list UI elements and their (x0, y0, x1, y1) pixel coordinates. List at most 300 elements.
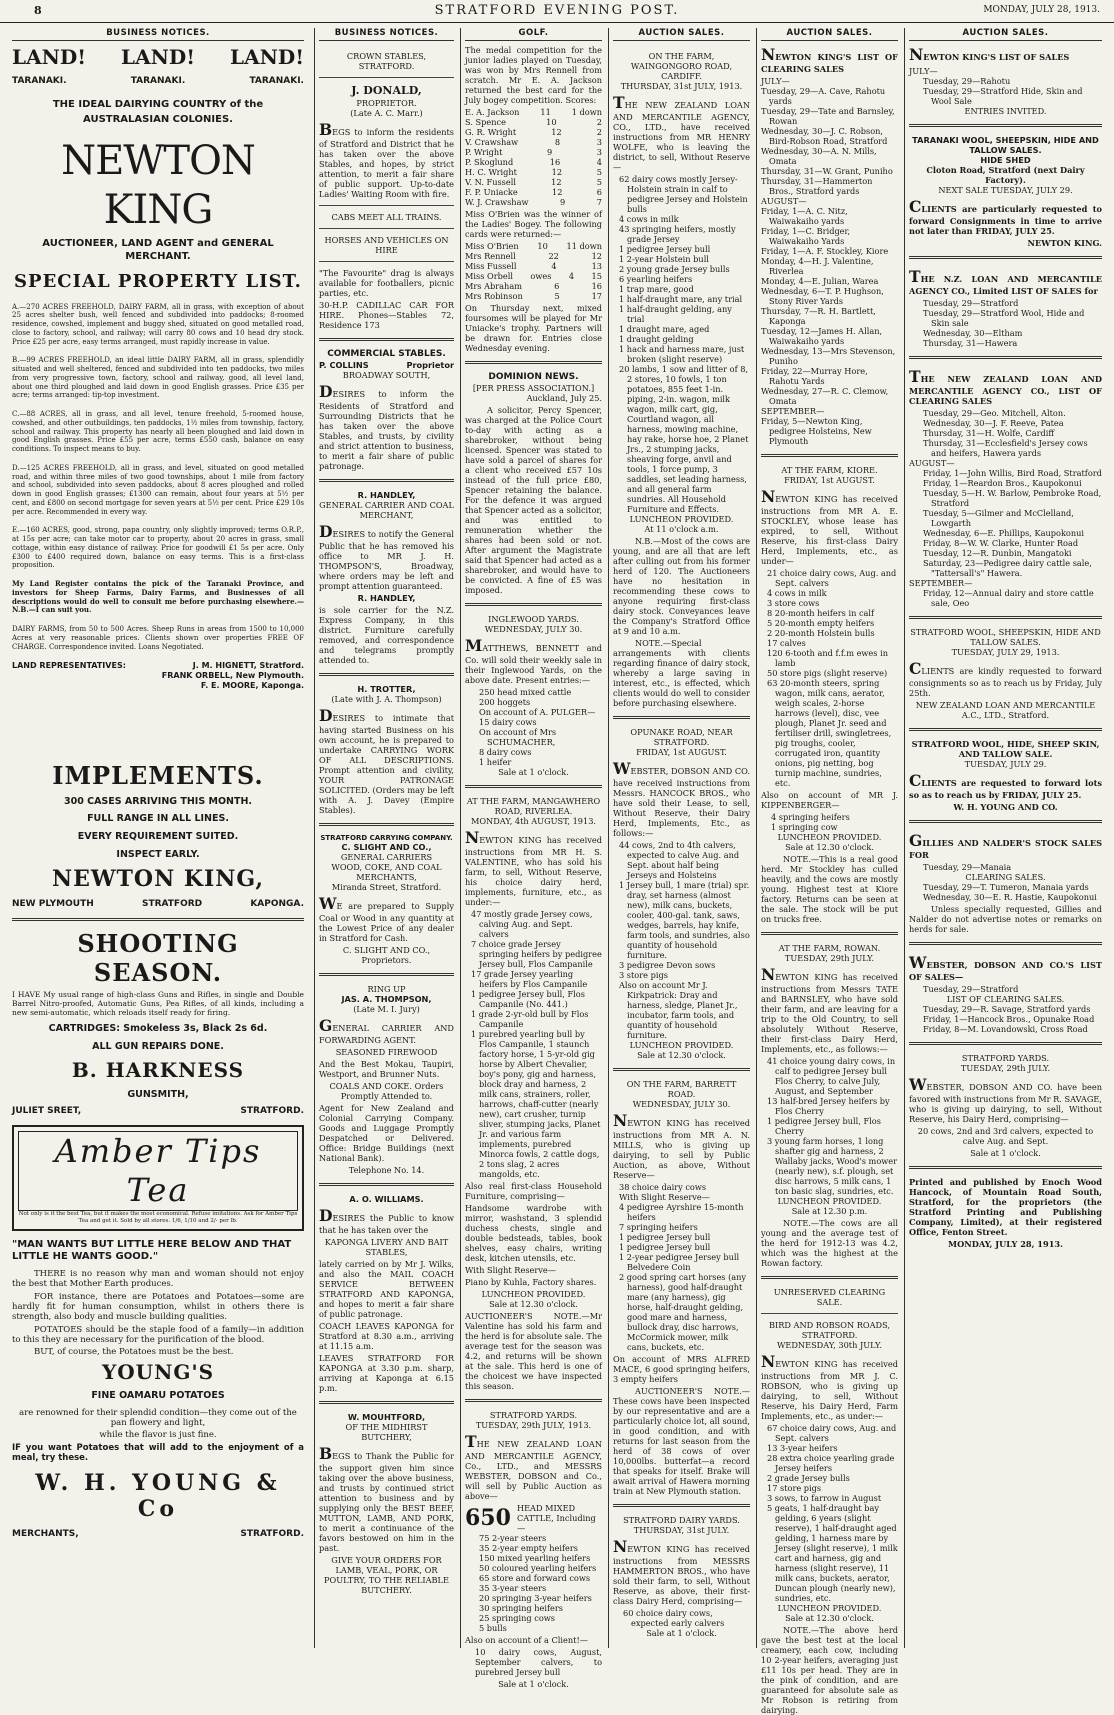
land-word: LAND! (12, 45, 86, 70)
gillies-note: Unless specially requested, Gillies and Nalder do not advertise notes or remarks on herds for sale. (909, 904, 1102, 935)
potato-para: THERE is no reason why man and woman should not enjoy the best that Mother Earth produces. (12, 1268, 304, 1290)
golf-end: On Thursday next, mixed foursomes will be played for Mr Uniacke's trophy. Partners will be drawn for. Entries close Wednesday evening. (465, 303, 602, 354)
dateline: Auckland, July 25. (526, 393, 602, 404)
clients-text: CLIENTS are particularly requested to forward Consignments in time to arrive not later than FRIDAY, JULY 25. (909, 197, 1102, 237)
list-item: Friday, 1—Hancock Bros., Opunake Road (923, 1014, 1095, 1025)
shooting-heading: SHOOTING SEASON. (77, 929, 239, 988)
list-item: 1 half-draught gelding, any trial (619, 304, 732, 325)
score-cell: 12 (552, 187, 563, 198)
unreserved-heading: UNRESERVED CLEARING SALE. (773, 1287, 886, 1308)
score-row (465, 241, 602, 251)
score-cell: W. J. Crawshaw (465, 197, 529, 208)
score-cell: Mrs Abraham (465, 281, 522, 292)
luncheon: LUNCHEON PROVIDED. (777, 1603, 882, 1614)
list-item: 250 head mixed cattle (479, 687, 572, 698)
clients-text: CLIENTS are kindly requested to forward consignments so as to reach us by Friday, July 25th. (909, 659, 1102, 699)
column-heading: BUSINESS NOTICES. (319, 28, 454, 41)
reps-label: LAND REPRESENTATIVES: (12, 661, 126, 671)
score-row (465, 187, 602, 197)
list-item: Thursday, 7—R. H. Bartlett, Kaponga (761, 306, 876, 327)
list-item: Thursday, 31—W. Grant, Puniho (761, 166, 893, 177)
town: KAPONGA. (250, 899, 304, 910)
cattle-desc: HEAD MIXED CATTLE, Including— (516, 1503, 596, 1534)
score-cell: 4 (568, 271, 575, 282)
gillies-title: GILLIES AND NALDER'S STOCK SALES FOR (909, 831, 1102, 861)
hammerton-text: NEWTON KING has received instructions from MESSRS HAMMERTON BROS., who have sold their farm, to sell, Without Reserve, as above, their first-class Dairy Herd, comprising— (613, 1537, 750, 1607)
clearing-aug-list (909, 468, 1102, 578)
flavor-text: while the flavor is just fine. (99, 1430, 217, 1441)
property-item: E.—160 ACRES, good, strong, papa country, only slightly improved; terms O.R.P., at 15s per acre; can take motor car to property, about 20 acres in grass, small cottage, within easy distance of railway. Price for goodwill £1 5s per acre. Only £300 to £400 required down, balance on easy terms. This is a first-class proposition. (12, 526, 304, 570)
august-sales-list (761, 206, 898, 406)
robson-list (761, 1423, 898, 1603)
page-number: 8 (34, 4, 42, 17)
score-cell: 12 (551, 177, 562, 188)
collins-line (319, 360, 454, 370)
list-item: Friday, 1—Reardon Bros., Kaupokonui (923, 478, 1082, 489)
land-word: LAND! (121, 45, 195, 70)
handley-text: DESIRES to notify the General Public that he has removed his office to MR J. H. THOMPSON'S, Broadway, where orders may be left and prompt attention guaranteed. (319, 521, 454, 591)
sale-time: Sale at 1 o'clock. (498, 767, 569, 778)
list-item: 13 half-bred Jersey heifers by Flos Cherry (767, 1096, 890, 1117)
list-item: Tuesday, 29—A. Cave, Rahotu yards (761, 86, 886, 107)
coals-coke: COALS AND COKE. Orders Promptly Attended to. (329, 1081, 444, 1102)
client-heading: Also on account of a Client!— (465, 1635, 588, 1646)
luncheon: LUNCHEON PROVIDED. (629, 1040, 734, 1051)
score-row (465, 127, 602, 137)
land-representatives (12, 661, 304, 690)
list-item: 7 springing heifers (619, 1222, 698, 1233)
merchants-word: MERCHANTS, (12, 1529, 79, 1540)
list-item: Thursday, 31—Ecclesfield's Jersey cows and heifers, Hawera yards (923, 438, 1088, 459)
jas-text2: And the Best Mokau, Taupiri, Westport, and Brunner Nuts. (319, 1059, 454, 1080)
next-sale: NEXT SALE TUESDAY, JULY 29. (938, 185, 1073, 196)
list-item: 1 draught mare, aged (619, 324, 710, 335)
ring-up: RING UP (367, 984, 406, 995)
score-cell: 10 (537, 241, 548, 252)
gunsmith: GUNSMITH, (127, 1088, 189, 1100)
list-item: Friday, 1—A. C. Nitz, Waiwakaiho yards (761, 206, 848, 227)
late-marr: (Late A. C. Marr.) (350, 107, 423, 118)
potato-para: BUT, of course, the Potatoes must be the best. (34, 1347, 234, 1358)
score-cell: 10 (546, 117, 557, 128)
list-item: Tuesday, 29—Rahotu (923, 76, 1011, 87)
list-item: Thursday, 31—H. Wolfe, Cardiff (923, 428, 1055, 439)
list-item: 1 2-year pedigree Jersey bull Belvedere Coin (619, 1252, 740, 1273)
list-item: Monday, 4—E. Julian, Warea (761, 276, 879, 287)
list-item: 67 choice dairy cows, Aug. and Sept. calvers (767, 1423, 897, 1444)
list-item: 1 pedigree Jersey bull (619, 1242, 711, 1253)
list-item: Tuesday, 5—H. W. Barlow, Pembroke Road, Stratford (923, 488, 1102, 509)
trotter-name: H. TROTTER, (357, 683, 416, 694)
list-item: 20 springing 3-year heifers (479, 1593, 592, 1604)
list-item: Tuesday, 29—Manaia (923, 862, 1012, 873)
savage-text: WEBSTER, DOBSON AND CO. have been favored with instructions from Mr R. SAVAGE, who is giving up dairying, to sell, Without Reserve, his Dairy Herd, comprising— (909, 1075, 1102, 1125)
collins-text: DESIRES to inform the Residents of Stratford and Surrounding Districts that he has taken over the above Stables, and trusts, by civility and strict attention to business, to merit a fair share of public patronage. (319, 381, 454, 471)
list-item: 1 trap mare, good (619, 284, 694, 295)
general-carrier: GENERAL CARRIER AND COAL MERCHANT, (319, 499, 454, 520)
sale-date: WEDNESDAY, 30th JULY. (776, 1340, 883, 1351)
taranaki-wool: TARANAKI WOOL, SHEEPSKIN, HIDE AND TALLOW SALES. (912, 135, 1099, 156)
score-cell: Miss O'Brien (465, 241, 519, 252)
list-item: 15 dairy cows (479, 717, 537, 728)
sale-date: TUESDAY, JULY 29, 1913. (951, 647, 1060, 658)
column-heading: AUCTION SALES. (909, 28, 1102, 41)
street: JULIET SREET, (12, 1106, 82, 1117)
list-item: 1 half-draught mare, any trial (619, 294, 743, 305)
town: NEW PLYMOUTH (12, 899, 94, 910)
webster-aug-list (909, 1014, 1102, 1034)
score-cell: 8 (554, 137, 561, 148)
stratford-wool: STRATFORD WOOL, HIDE, SHEEP SKIN, AND TALLOW SALE. (911, 739, 1100, 760)
wolfe-list (613, 174, 750, 514)
luncheon: LUNCHEON PROVIDED. (777, 832, 882, 843)
list-item: 1 pedigree Jersey bull (619, 244, 711, 255)
score-cell: Miss Orbell (465, 271, 513, 282)
slight-name: C. SLIGHT AND CO., (341, 842, 432, 853)
score-cell: 9 (547, 147, 553, 158)
webster-july-list (909, 984, 1102, 994)
note-text: NOTE.—Special arrangements with clients regarding finance of dairy stock, whereby a large saving in interest, etc., is effected, which clients would do well to consider before purchasing elsewhere. (613, 638, 750, 709)
score-cell: 2 (596, 117, 602, 128)
williams-name: A. O. WILLIAMS. (349, 1194, 424, 1205)
score-cell: 12 (551, 167, 563, 178)
sale-time: Sale at 12.30 o'clock. (785, 842, 874, 853)
score-cell: V. N. Fussell (465, 177, 516, 188)
list-item: 44 cows, 2nd to 4th calvers, expected to calve Aug. and Sept. about half being Jerseys and Holsteins (619, 840, 740, 881)
month-label: AUGUST— (761, 196, 807, 207)
list-item: 1 hack and harness mare, just broken (slight reserve) (619, 344, 745, 365)
youngs-heading: YOUNG'S (101, 1359, 215, 1384)
hancock-text: WEBSTER, DOBSON AND CO. have received instructions from Messrs. HANCOCK BROS., who have sold their Lease, to sell, Without Reserve, their Dairy Herd, Implements, Etc., as follows:— (613, 759, 750, 839)
list-item: 60 choice dairy cows, expected early calvers (623, 1608, 725, 1629)
score-cell: 4 (596, 157, 602, 168)
farm-location: OPUNAKE ROAD, NEAR STRATFORD. (630, 727, 733, 748)
firm-description: AUCTIONEER, LAND AGENT and GENERAL MERCHANT. (42, 238, 274, 262)
trotter-late: (Late with J. A. Thompson) (331, 693, 442, 704)
score-cell: H. C. Wright (465, 167, 517, 178)
column-heading: GOLF. (465, 28, 602, 41)
golf-intro: The medal competition for the junior ladies played on Tuesday, was won by Mrs Rennell from scratch. Mr E. A. Jackson returned the best card for the July bogey competition. Scores: (465, 45, 602, 106)
dairy-country-heading: THE IDEAL DAIRYING COUNTRY of the AUSTRALASIAN COLONIES. (52, 98, 264, 125)
taranaki-line (12, 76, 304, 87)
town: STRATFORD (141, 899, 203, 910)
client-text: 10 dairy cows, August, September calvers, to purebred Jersey bull (475, 1647, 602, 1678)
list-item: Friday, 22—Murray Hore, Rahotu Yards (761, 366, 868, 387)
stockley-list (761, 568, 898, 788)
cabs: CABS MEET ALL TRAINS. (331, 211, 442, 222)
collins-title: Proprietor (406, 359, 454, 370)
score-row (465, 137, 602, 147)
sale-date: TUESDAY, JULY 29. (964, 759, 1047, 770)
score-row (465, 157, 602, 167)
list-item: Friday, 8—M. Lovandowski, Cross Road (923, 1024, 1088, 1035)
list-item: 20 lambs, 1 sow and litter of 8, 2 stores, 10 fowls, 1 ton potatoes, 855 feet 1-in. piping, 2-in. wagon, milk wagon, milk cart, gig, Courtland wagon, all harness, mowing machine, hay rake, horse hoe, 2 Planet Jrs., 2 stumping jacks, sheaving forge, anvil and tools, 1 force pump, 3 saddles, set leading harness, and all general farm sundries. All Household Furniture and Effects. (619, 364, 749, 515)
impl-firm: NEWTON KING, (51, 866, 265, 893)
list-item: 150 mixed yearling heifers (479, 1553, 591, 1564)
w-h-young-banner: W. H. YOUNG & Co (35, 1469, 281, 1523)
luncheon: LUNCHEON PROVIDED. (629, 514, 734, 525)
sale-date: MONDAY, 4th AUGUST, 1913. (470, 816, 597, 827)
list-item: 5 geats, 1 half-draught bay gelding, 6 years (slight reserve), 1 half-draught aged gelding, 1 harness mare by Jersey (slight reserve), 1 milk cart and harness, gig and harness (slight reserve), 11 milk cans, buckets, aerator, Duncan plough (nearly new), sundries, etc. (767, 1503, 898, 1604)
score-cell: 7 (596, 197, 602, 208)
score-row (465, 177, 602, 187)
score-row (465, 167, 602, 177)
list-item: Tuesday, 29—Tate and Barnsley, Rowan (761, 106, 895, 127)
score-cell: 4 (551, 261, 557, 272)
auctioneer-note: AUCTIONEER'S NOTE.—Mr Valentine has sold his farm and the herd is for absolute sale. The average test for the season was 4.2, and returns will be shown at the sale. This herd is one of the choicest we have inspected this season. (465, 1311, 603, 1392)
wood-coke: WOOD, COKE, AND COAL MERCHANTS, (331, 862, 442, 883)
list-item: Friday, 1—C. Bridger, Waiwakaiho Yards (761, 226, 851, 247)
stratford-yards: STRATFORD YARDS. (489, 1410, 578, 1421)
list-item: 7 choice grade Jersey springing heifers by pedigree Jersey bull, Flos Campanile (471, 939, 602, 970)
list-item: 1 2-year Holstein bull (619, 254, 709, 265)
proprietor: PROPRIETOR. (356, 97, 417, 108)
score-cell: 3 (596, 147, 602, 158)
amber-tips-logo: Amber Tips Tea (18, 1131, 298, 1211)
list-item: Friday, 1—A. F. Stockley, Kiore (761, 246, 889, 257)
donald-text: BEGS to inform the residents of Stratford and District that he has taken over the above Stables, and hopes, by strict attention, to merit a fair share of public support. Up-to-date Ladies' Waiting Room with fire. (319, 119, 454, 199)
list-item: 1 grade 2-yr-old bull by Flos Campanile (471, 1009, 589, 1030)
july-sales-list (761, 86, 898, 196)
seasoned-firewood: SEASONED FIREWOOD (335, 1047, 438, 1058)
list-item: Friday, 8—W. W. Clarke, Hunter Road (923, 538, 1079, 549)
cadillac-text: 30-H.P. CADILLAC CAR FOR HIRE. Phones—Stables 72, Residence 173 (319, 299, 454, 330)
note-text: NOTE.—The cows are all young and the average test of the herd for 1912-13 was 4.2, which was the highest at the Rowan factory. (761, 1218, 898, 1269)
auctioneer-note: AUCTIONEER'S NOTE.—These cows have been inspected by our representative and are a particularly choice lot, all sound, in good condition, and with returns for last season from the herd of 38 cows of over 10,000lbs. butterfat—a record that speaks for itself. Brake will await arrival of Hawera morning train at New Plymouth station. (613, 1386, 750, 1497)
list-item: 4 pedigree Ayrshire 15-month heifers (619, 1202, 744, 1223)
score-cell: 1 down (571, 107, 602, 118)
score-cell: G. R. Wright (465, 127, 517, 138)
sale-time: Sale at 12.30 p.m. (791, 1206, 868, 1217)
score-row (465, 107, 602, 117)
column-2 (314, 28, 458, 1648)
special-property-heading: SPECIAL PROPERTY LIST. (14, 270, 302, 292)
list-item: 50 coloured yearling heifers (479, 1563, 597, 1574)
score-cell: F. P. Uniacke (465, 187, 518, 198)
list-item: 21 choice dairy cows, Aug. and Sept. calvers (767, 568, 897, 589)
sale-date: FRIDAY, 1st AUGUST. (636, 747, 727, 758)
score-row (465, 147, 602, 157)
month-label: JULY— (761, 76, 790, 87)
golf-scores-table (465, 107, 602, 207)
implements-heading: IMPLEMENTS. (52, 760, 264, 790)
late-jury: (Late M. I. Jury) (353, 1004, 420, 1015)
list-item: 35 3-year steers (479, 1583, 547, 1594)
clearing-sales: CLEARING SALES. (965, 872, 1046, 883)
kaponga-livery: KAPONGA LIVERY AND BAIT STABLES, (324, 1237, 449, 1258)
hancock-list (613, 840, 750, 1040)
potato-para: FOR instance, there are Potatoes and Potatoes—some are hardly fit for human consumption, whilst in others there is strength, also body and muscle building qualities. (12, 1291, 304, 1323)
list-item: 1 pedigree Jersey bull, Flos Cherry (767, 1116, 881, 1137)
property-item: D.—125 ACRES FREEHOLD, all in grass, and level, situated on good metalled road, and within three miles of two good townships, about 1 mile from factory and school, subdivided into seven paddocks, about 8 acres ploughed and rolled down in good English grasses; £1300 can remain, about four years at 5½ per cent, and £800 on second mortgage for seven years at 5½ per cent. Price £29 10s per acre. Recommended in every way. (12, 463, 304, 516)
property-item: A.—270 ACRES FREEHOLD, DAIRY FARM, all in grass, with exception of about 25 acres shelter bush, well fenced and subdivided into paddocks; 8-roomed residence, cowshed, implement and buggy shed, situated on good metalled road, close to factory, school, and railway; will carry 80 cows and 10 head dry stock. Price £25 per acre, easy terms arranged, must rapidly increase in value. (12, 302, 304, 346)
dairy-yards: STRATFORD DAIRY YARDS. (623, 1515, 740, 1526)
score-cell: 5 (596, 167, 602, 178)
list-item: 43 springing heifers, mostly grade Jersey (619, 224, 736, 245)
slight-sign: C. SLIGHT AND CO., Proprietors. (342, 945, 431, 966)
score-cell: Mrs Robinson (465, 291, 523, 302)
yards-text: THE NEW ZEALAND LOAN AND MERCANTILE AGENCY, Co., LTD., and MESSRS WEBSTER, DOBSON and Co., will sell by Public Auction as above— (465, 1432, 602, 1502)
rep-name: J. M. HIGNETT, Stratford. (192, 661, 304, 671)
list-item: 2 grade Jersey bulls (767, 1473, 850, 1484)
impl-line: FULL RANGE IN ALL LINES. (87, 813, 229, 825)
clearing-list-title: NEWTON KING'S LIST OF CLEARING SALES (761, 45, 898, 75)
list-item: 50 store pigs (slight reserve) (767, 668, 888, 679)
rep-name: FRANK ORBELL, New Plymouth. (161, 671, 304, 681)
inglewood-text: MATTHEWS, BENNETT and Co. will sold their weekly sale in their Inglewood Yards, on the above date. Present entries:— (465, 636, 602, 686)
agent-text: Agent for New Zealand and Colonial Carrying Company. Goods and Luggage Promptly Despatched or Delivered. Office: Bridge Buildings (next National Bank). (319, 1103, 454, 1164)
farm-location: AT THE FARM, KIORE. (781, 465, 878, 476)
farm-location: BIRD AND ROBSON ROADS, STRATFORD. (768, 1320, 891, 1341)
household-text: Handsome wardrobe with mirror, washstand, 3 splendid duchess chests, single and double bedsteads, tables, book shelves, easy chairs, writing desk, kitchen utensils, etc. (465, 1203, 602, 1264)
kippenberger: Also on account of MR J. KIPPENBERGER— (761, 790, 898, 811)
newspaper-title: STRATFORD EVENING POST. (434, 3, 680, 18)
column-heading: AUCTION SALES. (761, 28, 898, 41)
imprint: Printed and published by Enoch Wood Hancock, of Mountain Road South, Stratford, for the proprietors (the Stratford Printing and Publishing Company, Limited), at their registered Office, Fenton Street. (909, 1177, 1102, 1238)
coach-text: LEAVES STRATFORD FOR KAPONGA at 3.30 p.m. sharp, arriving at Kaponga at 6.15 p.m. (319, 1353, 454, 1394)
taranaki-word: TARANAKI. (12, 75, 67, 86)
list-item: 1 Jersey bull, 1 mare (trial) spr. dray, set harness (almost new), milk cans, buckets, cooler, 400-gal. tank, saws, wedges, barrels, hay knife, farm tools, and sundries, also quantity of household furniture. (619, 880, 750, 961)
list-item: 6 yearling heifers (619, 274, 693, 285)
alfred-mace: On account of MRS ALFRED MACE, 6 good springing heifers, 3 empty heifers (613, 1354, 750, 1385)
impl-line: INSPECT EARLY. (116, 848, 200, 860)
list-item: 63 20-month steers, spring wagon, milk cans, aerator, weigh scales, 2-horse harrows (level), disc, vee plough, Planet Jr. seed and fertiliser drill, swingletrees, pig troughs, cooler, corrugated iron, quantity onions, pig netting, bog turnip machine, sundries, etc. (767, 678, 892, 789)
telephone: Telephone No. 14. (348, 1165, 425, 1176)
list-item: Tuesday, 29—T. Tumeron, Manaia yards (923, 882, 1089, 893)
list-item: 75 2-year steers (479, 1533, 547, 1544)
list-item: Saturday, 23—Pedigree dairy cattle sale, "Tattersall's" Hawera. (923, 558, 1092, 579)
webster-title: WEBSTER, DOBSON AND CO.'S LIST OF SALES— (909, 953, 1102, 983)
score-cell: 16 (549, 157, 561, 168)
list-item: 28 extra choice yearling grade Jersey heifers (767, 1453, 895, 1474)
stockley-text: NEWTON KING has received instructions from MR A. E. STOCKLEY, whose lease has expired, to sell, Without Reserve, his first-class Dairy Herd, Implements, etc., as under— (761, 487, 898, 567)
list-item: Wednesday, 30—Eltham (923, 328, 1023, 339)
robson-text: NEWTON KING has received instructions from MR J. C. ROBSON, who is giving up dairying, to sell, Without Reserve, his Dairy Herd, Farm Implements, etc., as under:— (761, 1352, 898, 1422)
issue-date: MONDAY, JULY 28, 1913. (983, 5, 1100, 15)
list-item: 13 3-year heifers (767, 1443, 838, 1454)
list-item: 3 young farm horses, 1 long shafter gig and harness, 2 Wallaby jacks, Wood's mower (nearly new), s.f. plough, set disc harrows, 5 milk cans, 1 ton basic slag, sundries, etc. (767, 1136, 898, 1197)
press-association: [PER PRESS ASSOCIATION.] (472, 383, 595, 394)
list-item: 4 cows in milk (619, 214, 679, 225)
list-item: Thursday, 31—Hammerton Bros., Stratford yards (761, 176, 873, 197)
stratford-yards: STRATFORD YARDS. (961, 1053, 1050, 1064)
score-cell: 13 (591, 261, 602, 272)
imprint-date: MONDAY, JULY 28, 1913. (948, 1239, 1063, 1250)
impl-line: 300 CASES ARRIVING THIS MONTH. (63, 795, 253, 807)
sale-time: Sale at 1 o'clock. (970, 1148, 1041, 1159)
list-item: Tuesday, 12—R. Dunbin, Mangatoki (923, 548, 1072, 559)
household-heading: Also real first-class Household Furniture, comprising— (465, 1181, 602, 1202)
splendid-text: are renowned for their splendid condition—they come out of the pan flowery and light, (19, 1407, 297, 1429)
list-item: Tuesday, 29—R. Savage, Stratford yards (923, 1004, 1091, 1015)
score-cell: 11 down (566, 241, 602, 252)
amber-small-print: Not only is it the best Tea, but it makes the most economical. Refuse imitations. Ask for Amber Tips Tea and get it. Sold by all stores. 1/6, 1/10 and 2/- per lb. (18, 1211, 298, 1224)
list-item: With Slight Reserve— (619, 1192, 710, 1203)
cattle-headline (465, 1503, 602, 1533)
score-cell: owes (530, 271, 552, 282)
score-row (465, 291, 602, 301)
masthead (0, 0, 1114, 23)
inglewood-yards: INGLEWOOD YARDS. (488, 614, 579, 625)
property-item: B.—99 ACRES FREEHOLD, an ideal little DAIRY FARM, all in grass, splendidly situated and well sheltered, fenced and subdivided into ten paddocks, two miles from very progressive town, factory, school and railway, good, all level land, about one third ploughed and laid down in good English grasses. Price £35 per acre; terms arranged: tip-top investment. (12, 356, 304, 400)
list-item: 2 young grade Jersey bulls (619, 264, 730, 275)
list-item: Tuesday, 12—James H. Allan, Waiwakaiho yards (761, 326, 883, 347)
reps-list (162, 661, 304, 690)
list-item: 47 mostly grade Jersey cows, calving Aug. and Sept. calvers (471, 909, 593, 940)
month-label: SEPTEMBER— (909, 578, 973, 589)
list-item: On account of Mrs SCHUMACHER, (479, 727, 557, 748)
list-item: Wednesday, 27—R. C. Clemow, Omata (761, 386, 889, 407)
hammerton-list (613, 1608, 750, 1628)
farm-location: AT THE FARM, MANGAWHERO ROAD, RIVERLEA. (466, 796, 601, 817)
note-text: NOTE.—The above herd gave the best test at the local creamery, each cow, including 10 2-year heifers, averaging just £11 10s per head. They are in the pink of condition, and are guaranteed for absolute sale as Mr Robson is retiring from dairying. (761, 1625, 898, 1715)
luncheon: LUNCHEON PROVIDED. (777, 1196, 882, 1207)
news-text: A solicitor, Percy Spencer, was charged at the Police Court to-day with acting as a sharebroker, without being licensed. Spencer was stated to have sold a parcel of shares for a client who received £57 10s instead of the full price £80, Spencer retaining the balance. For the defence it was argued that Spencer acted as a solicitor, and was entitled to remuneration whether the shares had been sold or not. After argument the Magistrate said that Spencer had acted as a sharebroker, and would have to be convicted. A fine of £5 was imposed. (465, 405, 602, 596)
score-cell: 5 (596, 177, 602, 188)
september-sales-list (761, 416, 898, 446)
list-item: 2 20-month Holstein bulls (767, 628, 875, 639)
valentine-list (465, 909, 602, 1179)
coach-text: COACH LEAVES KAPONGA for Stratford at 8.30 a.m., arriving at 11.15 a.m. (319, 1321, 454, 1352)
kippenberger-list (761, 812, 898, 832)
score-cell: P. Skoglund (465, 157, 514, 168)
score-cell: E. A. Jackson (465, 107, 520, 118)
list-item: Monday, 4—H. J. Valentine, Riverlea (761, 256, 874, 277)
taranaki-word: TARANAKI. (130, 75, 186, 86)
score-cell: 16 (591, 281, 602, 292)
list-item: 17 grade Jersey yearling heifers by Flos Campanile (471, 969, 588, 990)
score-cell: 17 (591, 291, 602, 302)
list-item: Tuesday, 29—Stratford Hide, Skin and Wool Sale (923, 86, 1083, 107)
nzl-sign: NEW ZEALAND LOAN AND MERCANTILE A.C., LTD., Stratford. (915, 700, 1096, 721)
mouhtford-name: W. MOUHTFORD, (347, 1412, 426, 1423)
piano: Piano by Kuhla, Factory shares. (465, 1277, 597, 1288)
score-cell: 11 (540, 107, 551, 118)
cartridges: CARTRIDGES: Smokeless 3s, Black 2s 6d. (48, 1022, 268, 1034)
stratford-wool: STRATFORD WOOL, SHEEPSKIN, HIDE AND TALLOW SALES. (910, 627, 1101, 648)
list-item: 4 cows in milk (767, 588, 827, 599)
list-item: 1 pedigree Jersey bull, Flos Campanile (No. 441.) (471, 989, 585, 1010)
savage-list: 20 cows, 2nd and 3rd calvers, expected to calve Aug. and Sept. (917, 1126, 1094, 1147)
list-item: 17 store pigs (767, 1483, 822, 1494)
note-text: NOTE.—This is a real good herd. Mr Stockley has culled heavily, and the cows are mostly young. Highest test at Kiore factory. Returns can be seen at the sale. The stock will be put on trucks free. (761, 854, 898, 925)
list-item: 38 choice dairy cows (619, 1182, 707, 1193)
score-cell: V. Crawshaw (465, 137, 519, 148)
ladies-scores-table (465, 241, 602, 301)
midhirst-butchery: OF THE MIDHIRST BUTCHERY, (345, 1422, 428, 1443)
list-item: Also on account Mr J. Kirkpatrick: Dray and harness, sledge, Planet Jr., incubator, farm tools, and quantity of household furniture. (619, 980, 738, 1041)
list-item: 8 dairy cows (479, 747, 532, 758)
rep-name: F. E. MOORE, Kaponga. (200, 680, 304, 690)
score-cell: 6 (596, 187, 602, 198)
list-item: 5 20-month empty heifers (767, 618, 875, 629)
sale-date: FRIDAY, 1st AUGUST. (784, 475, 875, 486)
with-slight: With Slight Reserve— (465, 1265, 556, 1276)
nzl-sales-list (909, 298, 1102, 348)
list-item: 3 store cows (767, 598, 820, 609)
list-item: 5 bulls (479, 1623, 507, 1634)
column-heading: AUCTION SALES. (613, 28, 750, 41)
clearing-july-list (909, 408, 1102, 458)
list-item: 62 dairy cows mostly Jersey-Holstein strain in calf to pedigree Jersey and Holstein bulls (619, 174, 748, 215)
land-banner (12, 45, 304, 69)
sale-date: WEDNESDAY, JULY 30. (632, 1099, 731, 1110)
list-item: 41 choice young dairy cows, in calf to pedigree Jersey bull Flos Cherry, to calve July, August, and September (767, 1056, 896, 1097)
land-register-note: My Land Register contains the pick of the Taranaki Province, and investors for Sheep Farms, Dairy Farms, and Businesses of all descriptions would do well to consult me before purchasing elsewhere.—N.B.—I can suit you. (12, 579, 304, 615)
quote-heading: "MAN WANTS BUT LITTLE HERE BELOW AND THAT LITTLE HE WANTS GOOD." (12, 1238, 292, 1262)
tate-list (761, 1056, 898, 1196)
williams-text2: lately carried on by Mr J. Wilks, and also the MAIL COACH SERVICE BETWEEN STRATFORD AND KAPONGA, and hopes to merit a fair share of public patronage. (319, 1259, 454, 1320)
